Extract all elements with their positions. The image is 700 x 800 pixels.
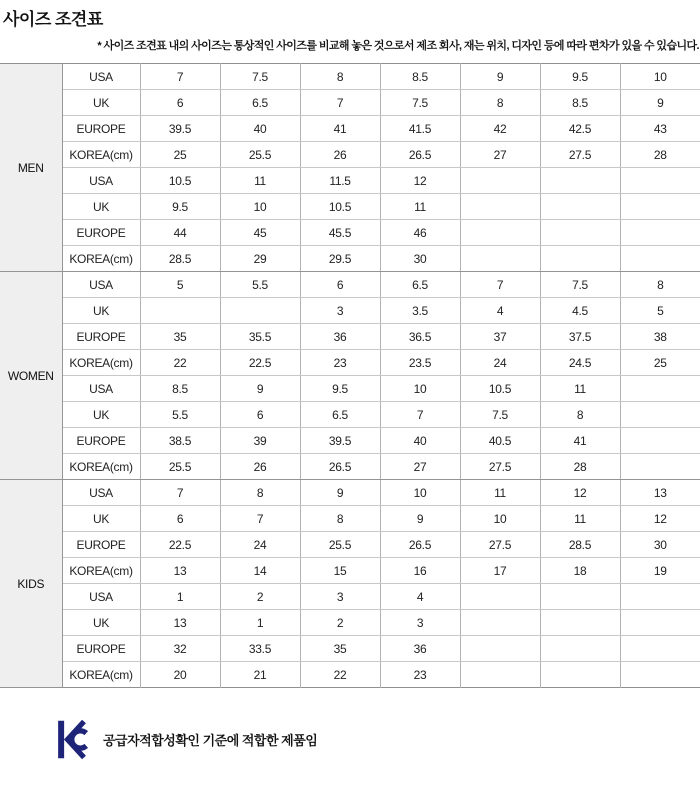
size-value-cell: 36 [300, 324, 380, 350]
size-value-cell: 5.5 [140, 402, 220, 428]
size-value-cell: 16 [380, 558, 460, 584]
size-value-cell: 21 [220, 662, 300, 688]
size-value-cell: 9.5 [300, 376, 380, 402]
region-label: USA [62, 480, 140, 506]
size-value-cell: 4 [380, 584, 460, 610]
size-value-cell: 8.5 [380, 64, 460, 90]
size-value-cell: 9 [620, 90, 700, 116]
size-value-cell [140, 298, 220, 324]
size-value-cell [620, 168, 700, 194]
size-value-cell: 6.5 [300, 402, 380, 428]
certification-row [57, 719, 700, 760]
size-value-cell: 13 [140, 558, 220, 584]
size-value-cell: 23 [300, 350, 380, 376]
size-value-cell [540, 584, 620, 610]
size-value-cell: 45.5 [300, 220, 380, 246]
size-value-cell: 27 [460, 142, 540, 168]
size-value-cell: 18 [540, 558, 620, 584]
size-value-cell: 9 [380, 506, 460, 532]
size-value-cell: 11 [380, 194, 460, 220]
size-value-cell: 35 [140, 324, 220, 350]
size-value-cell: 6 [220, 402, 300, 428]
size-value-cell: 8 [300, 64, 380, 90]
size-value-cell: 24 [220, 532, 300, 558]
size-value-cell: 35.5 [220, 324, 300, 350]
size-value-cell: 25 [140, 142, 220, 168]
size-value-cell: 26 [300, 142, 380, 168]
size-value-cell [620, 636, 700, 662]
size-value-cell: 2 [220, 584, 300, 610]
size-value-cell: 12 [380, 168, 460, 194]
table-row [0, 532, 700, 558]
size-value-cell: 3 [380, 610, 460, 636]
size-value-cell [460, 194, 540, 220]
size-value-cell: 9.5 [540, 64, 620, 90]
size-value-cell: 11 [460, 480, 540, 506]
size-value-cell: 23.5 [380, 350, 460, 376]
size-value-cell: 45 [220, 220, 300, 246]
size-value-cell: 6.5 [380, 272, 460, 298]
size-value-cell: 42.5 [540, 116, 620, 142]
size-value-cell [540, 662, 620, 688]
size-value-cell: 6 [300, 272, 380, 298]
size-value-cell: 39.5 [300, 428, 380, 454]
region-label: KOREA(cm) [62, 454, 140, 480]
region-label: UK [62, 194, 140, 220]
size-value-cell: 10 [460, 506, 540, 532]
table-row [0, 636, 700, 662]
size-value-cell [620, 220, 700, 246]
region-label: UK [62, 506, 140, 532]
region-label: USA [62, 272, 140, 298]
size-value-cell: 19 [620, 558, 700, 584]
size-value-cell: 28.5 [140, 246, 220, 272]
region-label: EUROPE [62, 116, 140, 142]
size-value-cell: 8 [220, 480, 300, 506]
size-value-cell [540, 636, 620, 662]
region-label: UK [62, 298, 140, 324]
region-label: UK [62, 610, 140, 636]
table-row [0, 402, 700, 428]
size-value-cell: 7 [300, 90, 380, 116]
size-value-cell: 37 [460, 324, 540, 350]
size-value-cell: 22 [140, 350, 220, 376]
size-value-cell: 7 [460, 272, 540, 298]
region-label: EUROPE [62, 324, 140, 350]
size-value-cell: 25.5 [300, 532, 380, 558]
size-value-cell: 6 [140, 506, 220, 532]
region-label: KOREA(cm) [62, 350, 140, 376]
size-value-cell: 39.5 [140, 116, 220, 142]
table-row [0, 272, 700, 298]
size-value-cell: 27 [380, 454, 460, 480]
size-value-cell: 25.5 [140, 454, 220, 480]
size-value-cell: 11 [220, 168, 300, 194]
region-label: KOREA(cm) [62, 558, 140, 584]
size-value-cell [620, 194, 700, 220]
table-row [0, 350, 700, 376]
size-value-cell: 30 [620, 532, 700, 558]
region-label: USA [62, 376, 140, 402]
size-value-cell: 28 [620, 142, 700, 168]
table-row [0, 90, 700, 116]
size-value-cell: 5.5 [220, 272, 300, 298]
size-value-cell: 24.5 [540, 350, 620, 376]
size-value-cell: 43 [620, 116, 700, 142]
size-value-cell: 14 [220, 558, 300, 584]
region-label: USA [62, 584, 140, 610]
size-chart-table [0, 63, 700, 688]
size-value-cell: 3.5 [380, 298, 460, 324]
size-value-cell [460, 584, 540, 610]
region-label: USA [62, 64, 140, 90]
size-value-cell: 42 [460, 116, 540, 142]
size-value-cell: 40 [380, 428, 460, 454]
size-value-cell: 30 [380, 246, 460, 272]
group-label-women: WOMEN [0, 272, 62, 480]
table-row [0, 116, 700, 142]
table-row [0, 142, 700, 168]
size-value-cell [460, 246, 540, 272]
size-value-cell: 6 [140, 90, 220, 116]
size-value-cell: 46 [380, 220, 460, 246]
size-value-cell [220, 298, 300, 324]
size-value-cell: 2 [300, 610, 380, 636]
size-value-cell: 25.5 [220, 142, 300, 168]
size-value-cell: 7.5 [380, 90, 460, 116]
size-value-cell: 26.5 [300, 454, 380, 480]
table-row [0, 194, 700, 220]
table-row [0, 324, 700, 350]
table-row [0, 506, 700, 532]
size-value-cell: 7.5 [540, 272, 620, 298]
size-value-cell: 1 [220, 610, 300, 636]
size-value-cell: 40.5 [460, 428, 540, 454]
size-value-cell [460, 636, 540, 662]
size-value-cell: 6.5 [220, 90, 300, 116]
size-value-cell: 29.5 [300, 246, 380, 272]
table-row [0, 298, 700, 324]
size-value-cell: 10.5 [460, 376, 540, 402]
size-value-cell: 10 [380, 480, 460, 506]
region-label: USA [62, 168, 140, 194]
size-value-cell: 10.5 [300, 194, 380, 220]
size-value-cell: 36.5 [380, 324, 460, 350]
size-value-cell: 5 [140, 272, 220, 298]
size-value-cell: 11.5 [300, 168, 380, 194]
size-value-cell: 10 [380, 376, 460, 402]
region-label: KOREA(cm) [62, 246, 140, 272]
size-value-cell: 35 [300, 636, 380, 662]
size-value-cell [540, 220, 620, 246]
size-value-cell: 10.5 [140, 168, 220, 194]
size-value-cell [620, 662, 700, 688]
table-row [0, 454, 700, 480]
size-value-cell: 44 [140, 220, 220, 246]
size-value-cell [460, 610, 540, 636]
region-label: UK [62, 90, 140, 116]
region-label: EUROPE [62, 636, 140, 662]
size-value-cell: 26 [220, 454, 300, 480]
size-value-cell: 39 [220, 428, 300, 454]
page-title: 사이즈 조견표 [3, 10, 103, 29]
region-label: UK [62, 402, 140, 428]
region-label: EUROPE [62, 532, 140, 558]
size-value-cell: 22.5 [140, 532, 220, 558]
size-value-cell: 41 [540, 428, 620, 454]
region-label: KOREA(cm) [62, 142, 140, 168]
size-value-cell: 8 [300, 506, 380, 532]
size-value-cell: 20 [140, 662, 220, 688]
size-value-cell [460, 662, 540, 688]
size-value-cell: 38 [620, 324, 700, 350]
size-value-cell: 15 [300, 558, 380, 584]
size-value-cell: 41.5 [380, 116, 460, 142]
size-value-cell: 9 [300, 480, 380, 506]
size-value-cell: 9 [220, 376, 300, 402]
size-value-cell: 12 [540, 480, 620, 506]
size-table-body [0, 64, 700, 688]
size-value-cell: 41 [300, 116, 380, 142]
size-value-cell [620, 402, 700, 428]
size-chart-disclaimer: * 사이즈 조견표 내의 사이즈는 통상적인 사이즈를 비교해 놓은 것으로서 제조 회사, 재는 위치, 디자인 등에 따라 편차가 있을 수 있습니다. [97, 40, 699, 52]
size-value-cell: 22 [300, 662, 380, 688]
size-value-cell: 3 [300, 298, 380, 324]
size-value-cell: 12 [620, 506, 700, 532]
size-value-cell [540, 610, 620, 636]
size-value-cell: 24 [460, 350, 540, 376]
size-value-cell: 10 [220, 194, 300, 220]
group-label-kids: KIDS [0, 480, 62, 688]
size-value-cell: 9.5 [140, 194, 220, 220]
size-value-cell [620, 246, 700, 272]
table-row [0, 428, 700, 454]
size-value-cell: 22.5 [220, 350, 300, 376]
size-value-cell: 7 [220, 506, 300, 532]
size-value-cell [540, 246, 620, 272]
size-value-cell: 36 [380, 636, 460, 662]
region-label: EUROPE [62, 220, 140, 246]
size-value-cell: 1 [140, 584, 220, 610]
size-value-cell: 7.5 [220, 64, 300, 90]
size-value-cell: 25 [620, 350, 700, 376]
size-value-cell [620, 610, 700, 636]
size-value-cell: 40 [220, 116, 300, 142]
size-value-cell: 8.5 [140, 376, 220, 402]
size-value-cell: 29 [220, 246, 300, 272]
table-row [0, 662, 700, 688]
size-value-cell: 11 [540, 376, 620, 402]
table-row [0, 610, 700, 636]
size-value-cell: 11 [540, 506, 620, 532]
size-value-cell: 23 [380, 662, 460, 688]
size-value-cell: 8.5 [540, 90, 620, 116]
size-value-cell: 3 [300, 584, 380, 610]
table-row [0, 376, 700, 402]
size-value-cell: 26.5 [380, 142, 460, 168]
size-value-cell [460, 220, 540, 246]
size-value-cell: 13 [620, 480, 700, 506]
size-value-cell: 9 [460, 64, 540, 90]
size-value-cell: 32 [140, 636, 220, 662]
size-value-cell: 33.5 [220, 636, 300, 662]
size-value-cell: 8 [620, 272, 700, 298]
size-value-cell: 4 [460, 298, 540, 324]
size-value-cell [620, 454, 700, 480]
size-value-cell [540, 168, 620, 194]
size-value-cell: 27.5 [460, 454, 540, 480]
kc-certification-icon [57, 719, 90, 760]
size-value-cell: 7 [140, 480, 220, 506]
table-row [0, 168, 700, 194]
table-row [0, 480, 700, 506]
size-value-cell: 28 [540, 454, 620, 480]
size-value-cell: 4.5 [540, 298, 620, 324]
size-value-cell: 27.5 [460, 532, 540, 558]
table-row [0, 246, 700, 272]
size-value-cell: 27.5 [540, 142, 620, 168]
size-value-cell: 7 [380, 402, 460, 428]
table-row [0, 220, 700, 246]
table-row [0, 64, 700, 90]
size-value-cell: 28.5 [540, 532, 620, 558]
table-row [0, 558, 700, 584]
size-value-cell [620, 428, 700, 454]
size-value-cell: 13 [140, 610, 220, 636]
region-label: KOREA(cm) [62, 662, 140, 688]
size-value-cell: 26.5 [380, 532, 460, 558]
size-value-cell [620, 584, 700, 610]
size-value-cell: 38.5 [140, 428, 220, 454]
region-label: EUROPE [62, 428, 140, 454]
size-value-cell [540, 194, 620, 220]
size-value-cell [620, 376, 700, 402]
size-value-cell [460, 168, 540, 194]
group-label-men: MEN [0, 64, 62, 272]
size-value-cell: 7.5 [460, 402, 540, 428]
size-value-cell: 17 [460, 558, 540, 584]
size-value-cell: 10 [620, 64, 700, 90]
size-value-cell: 37.5 [540, 324, 620, 350]
table-row [0, 584, 700, 610]
size-value-cell: 8 [540, 402, 620, 428]
size-value-cell: 7 [140, 64, 220, 90]
size-value-cell: 5 [620, 298, 700, 324]
certification-label: 공급자적합성확인 기준에 적합한 제품임 [103, 733, 318, 748]
size-value-cell: 8 [460, 90, 540, 116]
